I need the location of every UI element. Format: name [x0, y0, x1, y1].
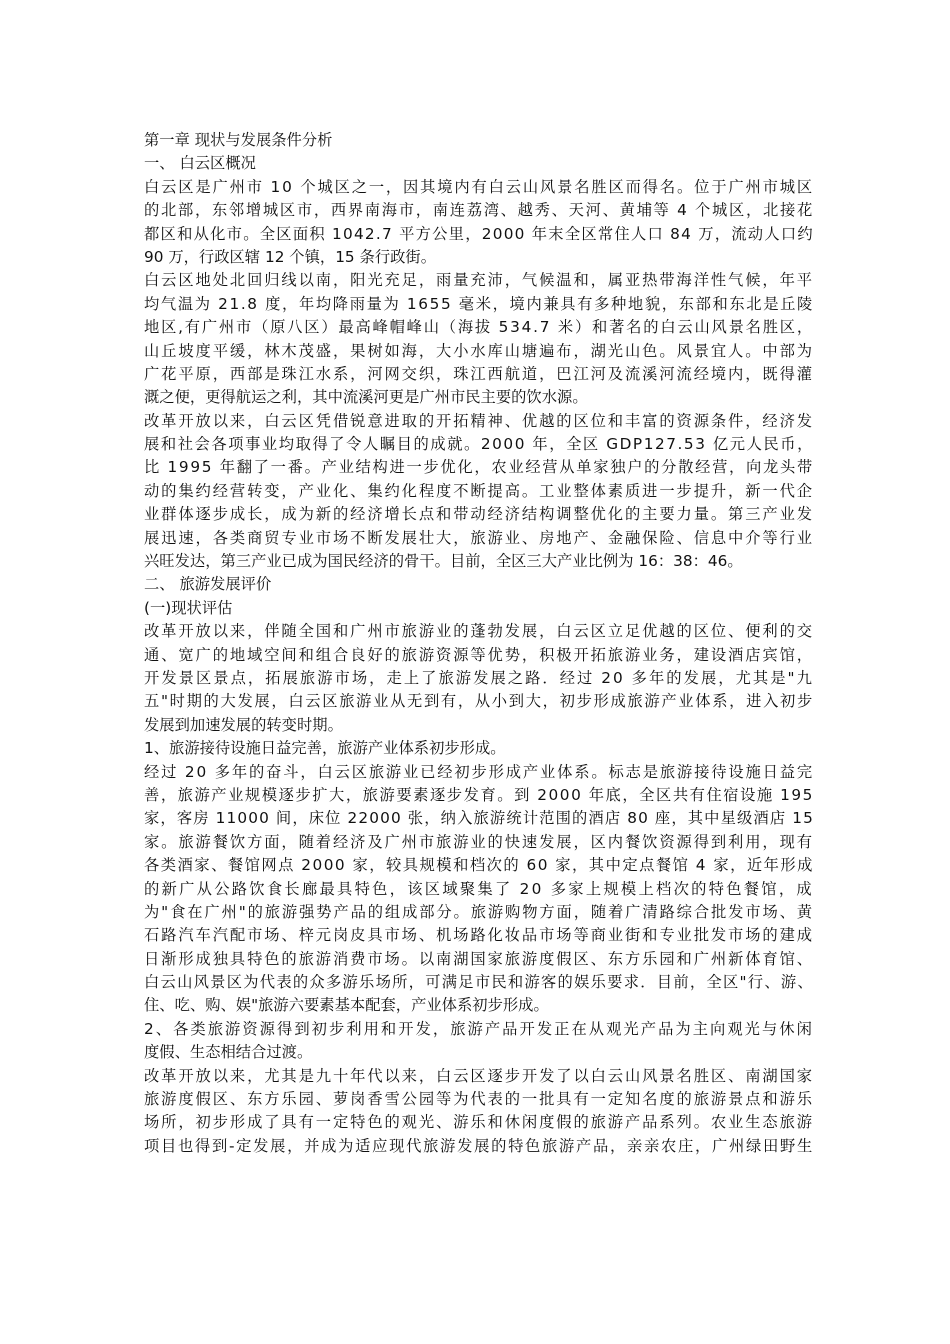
- text-line-content: 动的集约经营转变，产业化、集约化程度不断提高。工业整体素质进一步提升，新一代企: [144, 481, 814, 500]
- text-line-content: 改革开放以来，尤其是九十年代以来，白云区逐步开发了以白云山风景名胜区、南湖国家: [144, 1066, 814, 1085]
- text-line: [144, 1135, 814, 1158]
- text-line-content: 的新广从公路饮食长廊最具特色，该区域聚集了 20 多家上规模上档次的特色餐馆，成: [144, 879, 814, 898]
- text-line: [144, 948, 814, 971]
- text-line: [144, 1088, 814, 1111]
- text-line-content: 展和社会各项事业均取得了令人瞩目的成就。2000 年，全区 GDP127.53 亿元人民币，: [144, 435, 814, 454]
- text-line-content: 各类酒家、餐馆网点 2000 家，较具规模和档次的 60 家，其中定点餐馆 4 家，近年形成: [144, 856, 814, 875]
- text-line-content: 均气温为 21.8 度，年均降雨量为 1655 毫米，境内兼具有多种地貌，东部和东北是丘陵: [144, 294, 814, 313]
- paragraph: [144, 620, 814, 737]
- text-line: [144, 667, 814, 690]
- text-line-last: 度假、生态相结合过渡。: [144, 1043, 313, 1062]
- paragraph: [144, 410, 814, 574]
- text-line-content: 家，客房 11000 间，床位 22000 张，纳入旅游统计范围的酒店 80 座，其中星级酒店 15: [144, 809, 814, 828]
- text-line: [144, 410, 814, 433]
- text-line-content: 白云山风景区为代表的众多游乐场所，可满足市民和游客的娱乐要求．目前，全区"行、游、: [144, 973, 814, 992]
- text-line-content: 善，旅游产业规模逐步扩大，旅游要素逐步发育。到 2000 年底，全区共有住宿设施 195: [144, 785, 814, 804]
- chapter-title: 第一章 现状与发展条件分析: [144, 131, 333, 149]
- text-line-content: 五"时期的大发展，白云区旅游业从无到有，从小到大，初步形成旅游产业体系，进入初步: [144, 692, 814, 711]
- text-line: [144, 1111, 814, 1134]
- text-line-content: 展迅速，各类商贸专业市场不断发展壮大，旅游业、房地产、金融保险、信息中介等行业: [144, 528, 814, 547]
- text-line: [144, 1018, 814, 1041]
- text-line-content: 改革开放以来，白云区凭借锐意进取的开拓精神、优越的区位和丰富的资源条件，经济发: [144, 411, 814, 430]
- text-line: [144, 807, 814, 830]
- text-line: [144, 1065, 814, 1088]
- text-line: [144, 620, 814, 643]
- text-line: [144, 901, 814, 924]
- text-line: [144, 503, 814, 526]
- text-line-content: 通、宽广的地域空间和组合良好的旅游资源等优势，积极开拓旅游业务，建设酒店宾馆，: [144, 645, 814, 664]
- text-line: [144, 854, 814, 877]
- text-line: [144, 433, 814, 456]
- sub-heading: (一)现状评估: [144, 598, 233, 617]
- text-line: [144, 761, 814, 784]
- text-line: [144, 784, 814, 807]
- text-line-content: 广花平原，西部是珠江水系，河网交织，珠江西航道，巴江河及流溪河流经境内，既得灌: [144, 364, 814, 383]
- text-line-content: 的北部，东邻增城区市，西界南海市，南连荔湾、越秀、天河、黄埔等 4 个城区，北接花: [144, 201, 814, 220]
- text-line-content: 为"食在广州"的旅游强势产品的组成部分。旅游购物方面，随着广清路综合批发市场、黄: [144, 902, 814, 921]
- text-line: [144, 363, 814, 386]
- text-line: [144, 924, 814, 947]
- text-line-last: 住、吃、购、娱"旅游六要素基本配套，产业体系初步形成。: [144, 996, 549, 1015]
- text-line-content: 比 1995 年翻了一番。产业结构进一步优化，农业经营从单家独户的分散经营，向龙头带: [144, 458, 814, 477]
- text-line-last: 90 万，行政区辖 12 个镇，15 条行政街。: [144, 247, 437, 266]
- text-line-content: 项目也得到-定发展，并成为适应现代旅游发展的特色旅游产品，亲亲农庄，广州绿田野生: [144, 1136, 814, 1155]
- text-line: [144, 223, 814, 246]
- text-line-content: 日渐形成独具特色的旅游消费市场。以南湖国家旅游度假区、东方乐园和广州新体育馆、: [144, 949, 814, 968]
- numbered-heading: 1、旅游接待设施日益完善，旅游产业体系初步形成。: [144, 739, 506, 758]
- text-line: [144, 456, 814, 479]
- paragraph: [144, 1065, 814, 1159]
- text-line: [144, 340, 814, 363]
- text-line: [144, 316, 814, 339]
- text-line-content: 山丘坡度平缓，林木茂盛，果树如海，大小水库山塘遍布，湖光山色。风景宜人。中部为: [144, 341, 814, 360]
- text-line-content: 业群体逐步成长，成为新的经济增长点和带动经济结构调整优化的主要力量。第三产业发: [144, 505, 814, 524]
- document-body: [144, 129, 814, 1158]
- text-line: [144, 831, 814, 854]
- text-line-content: 地区,有广州市（原八区）最高峰帽峰山（海拔 534.7 米）和著名的白云山风景名胜区，: [144, 318, 814, 337]
- text-line: [144, 644, 814, 667]
- text-line-content: 经过 20 多年的奋斗，白云区旅游业已经初步形成产业体系。标志是旅游接待设施日益完: [144, 762, 814, 781]
- text-line: [144, 971, 814, 994]
- text-line-content: 改革开放以来，伴随全国和广州市旅游业的蓬勃发展，白云区立足优越的区位、便利的交: [144, 622, 814, 641]
- paragraph: [144, 761, 814, 1018]
- text-line: [144, 293, 814, 316]
- text-line: [144, 176, 814, 199]
- text-line: [144, 480, 814, 503]
- text-line-content: 旅游度假区、东方乐园、萝岗香雪公园等为代表的一批具有一定知名度的旅游景点和游乐: [144, 1090, 814, 1109]
- text-line-last: 发展到加速发展的转变时期。: [144, 715, 343, 734]
- text-line: [144, 527, 814, 550]
- text-line-content: 场所，初步形成了具有一定特色的观光、游乐和休闲度假的旅游产品系列。农业生态旅游: [144, 1113, 814, 1132]
- text-line-content: 家。旅游餐饮方面，随着经济及广州市旅游业的快速发展，区内餐饮资源得到利用，现有: [144, 832, 814, 851]
- numbered-heading-block: [144, 1018, 814, 1065]
- text-line: [144, 878, 814, 901]
- paragraph: [144, 269, 814, 409]
- section-heading: 一、 白云区概况: [144, 154, 256, 173]
- text-line-content: 都区和从化市。全区面积 1042.7 平方公里，2000 年末全区常住人口 84 万，流动人口约: [144, 224, 814, 243]
- text-line: [144, 690, 814, 713]
- text-line-content: 白云区地处北回归线以南，阳光充足，雨量充沛，气候温和，属亚热带海洋性气候，年平: [144, 271, 814, 290]
- text-line: [144, 199, 814, 222]
- text-line-content: 开发景区景点，拓展旅游市场，走上了旅游发展之路．经过 20 多年的发展，尤其是"九: [144, 668, 814, 687]
- text-line-content: 石路汽车汽配市场、梓元岗皮具市场、机场路化妆品市场等商业街和专业批发市场的建成: [144, 926, 814, 945]
- text-line-last: 兴旺发达，第三产业已成为国民经济的骨干。目前，全区三大产业比例为 16：38：46。: [144, 552, 743, 571]
- paragraph: [144, 176, 814, 270]
- text-line-content: 2、各类旅游资源得到初步利用和开发，旅游产品开发正在从观光产品为主向观光与休闲: [144, 1019, 814, 1038]
- text-line: [144, 269, 814, 292]
- text-line-content: 白云区是广州市 10 个城区之一，因其境内有白云山风景名胜区而得名。位于广州市城区: [144, 177, 814, 196]
- section-heading: 二、 旅游发展评价: [144, 575, 272, 594]
- text-line-last: 溉之便，更得航运之利，其中流溪河更是广州市民主要的饮水源。: [144, 388, 588, 407]
